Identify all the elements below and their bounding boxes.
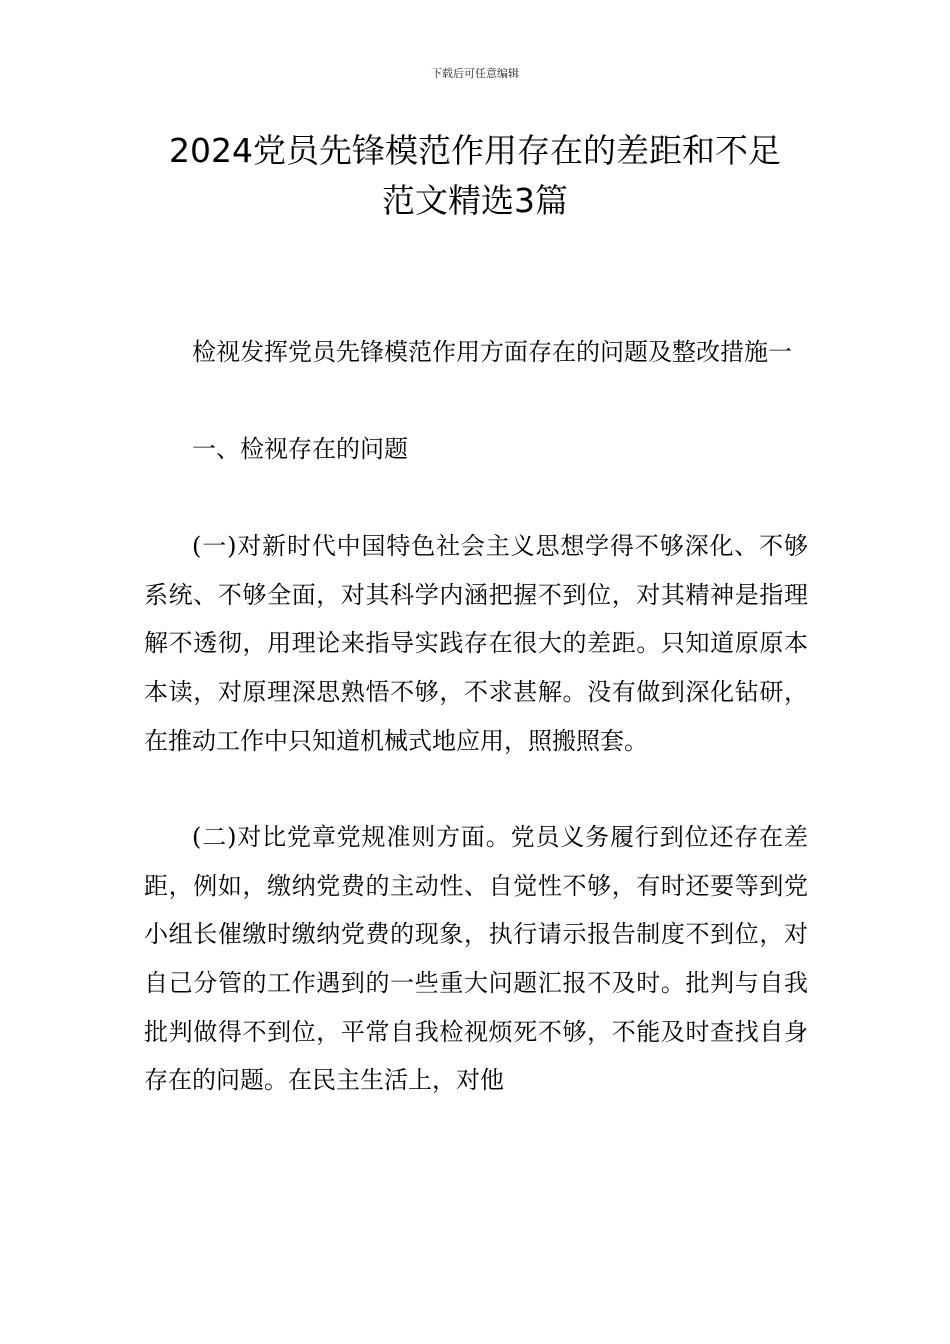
spacer (144, 473, 808, 522)
spacer (144, 377, 808, 425)
section-heading: 一、检视存在的问题 (192, 434, 408, 463)
paragraph-2: (二)对比党章党规准则方面。党员义务履行到位还存在差距，例如，缴纳党费的主动性、自觉性不够，有时还要等到党小组长催缴时缴纳党费的现象，执行请示报告制度不到位，对自己分管的工作遇到的一些重大问题汇报不及时。批判与自我批判做得不到位，平常自我检视烦死不够，不能及时查找自身存在的问题。在民主生活上，对他 (144, 823, 808, 1095)
document-body (144, 328, 808, 1105)
paragraph-1: (一)对新时代中国特色社会主义思想学得不够深化、不够系统、不够全面，对其科学内涵把握不到位，对其精神是指理解不透彻，用理论来指导实践存在很大的差距。只知道原原本本读，对原理深思熟悟不够，不求甚解。没有做到深化钻研，在推动工作中只知道机械式地应用，照搬照套。 (144, 532, 808, 755)
intro-paragraph: 检视发挥党员先锋模范作用方面存在的问题及整改措施一 (192, 338, 792, 366)
spacer (144, 765, 808, 813)
header-note: 下载后可任意编辑 (431, 67, 519, 80)
title-line-2: 范文精选3篇 (382, 181, 568, 220)
title-line-1: 2024党员先锋模范作用存在的差距和不足 (169, 131, 781, 170)
document-title (120, 126, 830, 226)
